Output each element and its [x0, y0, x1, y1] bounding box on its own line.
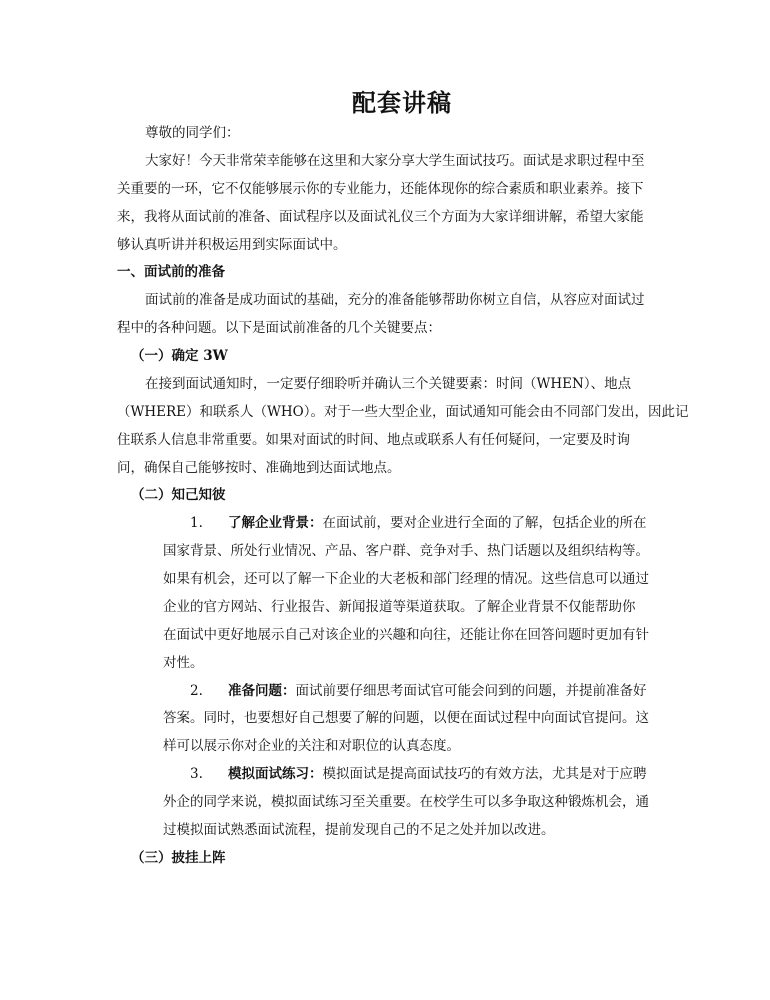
- list-item-line: 如果有机会，还可以了解一下企业的大老板和部门经理的情况。这些信息可以通过: [163, 571, 649, 587]
- subsection-heading: （一）确定 3W: [131, 348, 228, 364]
- subsection-heading: （二）知己知彼: [131, 487, 226, 504]
- list-item-line: 企业的官方网站、行业报告、新闻报道等渠道获取。了解企业背景不仅能帮助你: [163, 598, 636, 615]
- list-item-line: 样可以展示你对企业的关注和对职位的认真态度。: [163, 738, 460, 755]
- document-body: [0, 120, 770, 873]
- list-item-first-line: [0, 510, 770, 538]
- list-item: [0, 761, 770, 845]
- list-item-text: 模拟面试是提高面试技巧的有效方法，尤其是对于应聘: [322, 766, 647, 783]
- list-item: [0, 510, 770, 677]
- paragraph-line: 大家好！今天非常荣幸能够在这里和大家分享大学生面试技巧。面试是求职过程中至: [145, 152, 645, 169]
- list-item-text: 在面试前，要对企业进行全面的了解，包括企业的所在: [322, 515, 647, 532]
- list-item-line: 对性。: [163, 654, 204, 671]
- intro-paragraph: [0, 148, 770, 260]
- list-number: 2.: [190, 682, 203, 699]
- greeting: 尊敬的同学们：: [145, 125, 240, 141]
- list-item-first-line: [0, 761, 770, 789]
- subsection-heading: （三）披挂上阵: [131, 849, 226, 866]
- paragraph-line: 面试前的准备是成功面试的基础，充分的准备能够帮助你树立自信，从容应对面试过: [145, 292, 645, 309]
- list-item-line: 过模拟面试熟悉面试流程，提前发现自己的不足之处并加以改进。: [163, 821, 555, 838]
- list-item-first-line: [0, 678, 770, 706]
- list-item-line: 答案。同时，也要想好自己想要了解的问题，以便在面试过程中向面试官提问。这: [163, 710, 649, 727]
- section-heading: 一、面试前的准备: [117, 264, 225, 281]
- list-item-label: 了解企业背景：: [228, 515, 323, 532]
- list-item-label: 模拟面试练习：: [228, 766, 323, 783]
- list-item-line: 在面试中更好地展示自己对该企业的兴趣和向往，还能让你在回答问题时更加有针: [163, 626, 649, 643]
- paragraph-line: （WHERE）和联系人（WHO）。对于一些大型企业，面试通知可能会由不同部门发出，因此记: [117, 403, 689, 420]
- list-item-label: 准备问题：: [228, 682, 296, 699]
- page-title: 配套讲稿: [352, 88, 452, 117]
- paragraph-line: 够认真听讲并积极运用到实际面试中。: [117, 236, 347, 253]
- paragraph-line: 问，确保自己能够按时、准确地到达面试地点。: [117, 459, 401, 476]
- subsection-paragraph: [0, 371, 770, 483]
- paragraph-line: 程中的各种问题。以下是面试前准备的几个关键要点：: [117, 320, 441, 337]
- list-number: 3.: [190, 766, 203, 783]
- list-item: [0, 678, 770, 762]
- list-item-text: 面试前要仔细思考面试官可能会问到的问题，并提前准备好: [295, 682, 647, 699]
- paragraph-line: 在接到面试通知时，一定要仔细聆听并确认三个关键要素：时间（WHEN）、地点: [145, 375, 632, 392]
- paragraph-line: 住联系人信息非常重要。如果对面试的时间、地点或联系人有任何疑问，一定要及时询: [117, 431, 630, 448]
- numbered-list: [0, 510, 770, 845]
- list-item-line: 外企的同学来说，模拟面试练习至关重要。在校学生可以多争取这种锻炼机会，通: [163, 794, 649, 810]
- paragraph-line: 来，我将从面试前的准备、面试程序以及面试礼仪三个方面为大家详细讲解，希望大家能: [117, 208, 644, 225]
- paragraph-line: 关重要的一环，它不仅能够展示你的专业能力，还能体现你的综合素质和职业素养。接下: [117, 180, 644, 197]
- list-number: 1.: [190, 515, 203, 532]
- section-intro-paragraph: [0, 287, 770, 343]
- list-item-line: 国家背景、所处行业情况、产品、客户群、竞争对手、热门话题以及组织结构等。: [163, 543, 649, 560]
